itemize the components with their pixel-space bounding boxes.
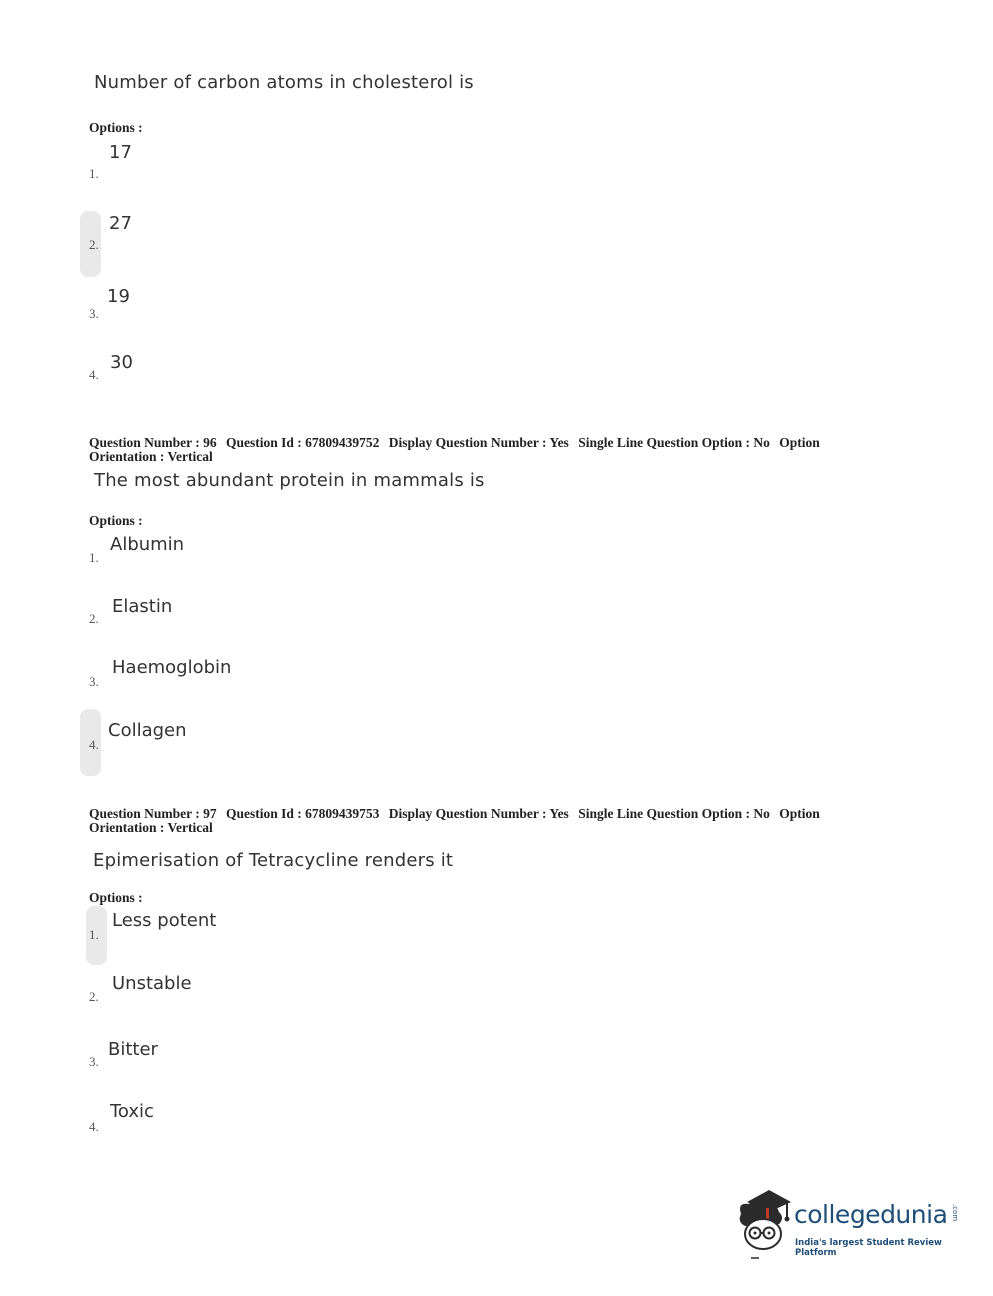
question-text: Number of carbon atoms in cholesterol is <box>94 72 474 93</box>
question-number: Question Number : 96 <box>89 435 217 450</box>
option-text[interactable]: 17 <box>109 142 132 163</box>
option-number: 3. <box>89 306 99 321</box>
logo-tagline: India's largest Student Review Platform <box>795 1238 942 1258</box>
option-orientation: Orientation : Vertical <box>89 449 213 464</box>
option-number: 3. <box>89 674 99 689</box>
option-number: 1. <box>89 550 99 565</box>
option-number: 3. <box>89 1054 99 1069</box>
option-orientation: Orientation : Vertical <box>89 820 213 835</box>
option-number: 4. <box>89 1119 99 1134</box>
option-number: 4. <box>89 737 99 752</box>
question-id: Question Id : 67809439753 <box>226 806 380 821</box>
question-meta <box>89 436 889 464</box>
question-meta <box>89 807 889 835</box>
option-text[interactable]: Bitter <box>108 1039 158 1060</box>
option-text[interactable]: Collagen <box>108 720 187 741</box>
option-number: 2. <box>89 989 99 1004</box>
option-text[interactable]: Haemoglobin <box>112 657 232 678</box>
mascot-icon <box>735 1188 795 1260</box>
option-text[interactable]: Elastin <box>112 596 173 617</box>
option-number: 4. <box>89 367 99 382</box>
single-line-option: Single Line Question Option : No <box>578 806 770 821</box>
option-text[interactable]: Less potent <box>112 910 217 931</box>
collegedunia-logo[interactable] <box>735 1188 965 1260</box>
option-number: 1. <box>89 166 99 181</box>
option-text[interactable]: Toxic <box>110 1101 154 1122</box>
option-text[interactable]: Albumin <box>110 534 185 555</box>
question-text: Epimerisation of Tetracycline renders it <box>93 850 454 871</box>
single-line-option: Single Line Question Option : No <box>578 435 770 450</box>
question-id: Question Id : 67809439752 <box>226 435 380 450</box>
question-text: The most abundant protein in mammals is <box>94 470 485 491</box>
logo-wordmark: collegedunia <box>794 1200 948 1229</box>
options-label: Options : <box>89 120 143 135</box>
option-text[interactable]: Unstable <box>112 973 192 994</box>
option-text[interactable]: 19 <box>107 286 130 307</box>
option-number: 1. <box>89 927 99 942</box>
display-question-number: Display Question Number : Yes <box>388 806 569 821</box>
option-text[interactable]: 27 <box>109 213 132 234</box>
question-number: Question Number : 97 <box>89 806 217 821</box>
option-number: 2. <box>89 611 99 626</box>
options-label: Options : <box>89 513 143 528</box>
logo-com: .com <box>951 1204 959 1222</box>
display-question-number: Display Question Number : Yes <box>388 435 569 450</box>
option-orientation-prefix: Option <box>779 806 820 821</box>
option-number: 2. <box>89 237 99 252</box>
options-label: Options : <box>89 890 143 905</box>
option-orientation-prefix: Option <box>779 435 820 450</box>
option-text[interactable]: 30 <box>110 352 133 373</box>
